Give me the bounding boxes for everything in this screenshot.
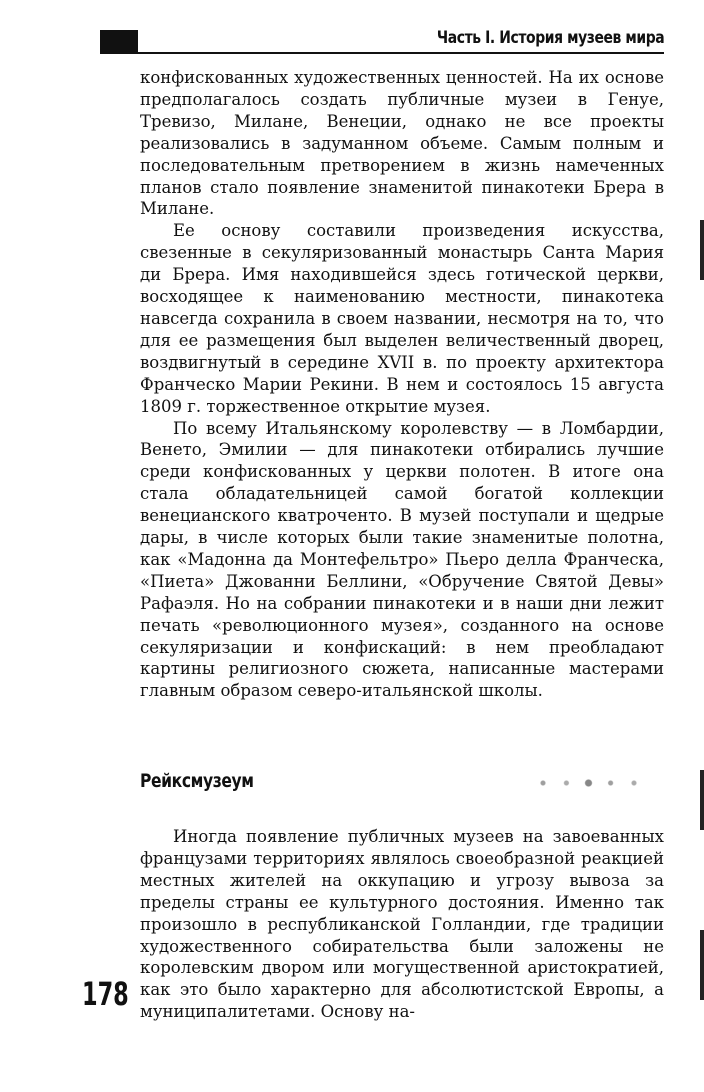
paragraph: По всему Итальянскому королевству — в Ломбардии, Венето, Эмилии — для пинакотеки отбирались лучшие среди конфискованных у церкви полотен. В итоге она стала обладательницей самой богатой коллекции венецианского кватроченто. В музей поступали и щедрые дары, в числе которых были такие знаменитые полотна, как «Мадонна да Монтефельтро» Пьеро делла Франческа, «Пиета» Джованни Беллини, «Обручение Святой Девы» Рафаэля. Но на собрании пинакотеки и в наши дни лежит печать «революционного музея», созданного на основе секуляризации и конфискаций: в нем преобладают картины религиозного сюжета, написанные мастерами главным образом северо-итальянской школы. — [140, 418, 664, 701]
scan-smudge — [530, 778, 660, 788]
page-number: 178 — [82, 975, 129, 1013]
section-heading: Рейксмузеум — [140, 770, 254, 792]
scan-edge-mark — [700, 930, 704, 1000]
running-title: Часть I. История музеев мира — [436, 28, 664, 48]
scan-edge-mark — [700, 220, 704, 280]
main-text-block — [140, 67, 664, 702]
paragraph: Ее основу составили произведения искусства, свезенные в секуляризованный монастырь Санта Мария ди Брера. Имя находившейся здесь готической церкви, восходящее к наименованию местности, пинакотека навсегда сохранила в своем названии, несмотря на то, что для ее размещения был выделен величественный дворец, воздвигнутый в середине XVII в. по проекту архитектора Франческо Марии Рекини. В нем и состоялось 15 августа 1809 г. торжественное открытие музея. — [140, 221, 664, 416]
header-marker-bar — [100, 30, 138, 52]
header-rule — [100, 52, 664, 54]
paragraph: Иногда появление публичных музеев на завоеванных французами территориях являлось своеобразной реакцией местных жителей на оккупацию и угрозу вывоза за пределы страны ее культурного достояния. Именно так произошло в республиканской Голландии, где традиции художественного собирательства были заложены не королевским двором или могущественной аристократией, как это было характерно для абсолютистской Европы, а муниципалитетами. Основу на- — [140, 827, 664, 1022]
paragraph: конфискованных художественных ценностей. На их основе предполагалось создать публичные музеи в Генуе, Тревизо, Милане, Венеции, однако не все проекты реализовались в задуманном объеме. Самым полным и последовательным претворением в жизнь намеченных планов стало появление знаменитой пинакотеки Брера в Милане. — [140, 68, 664, 219]
scan-edge-mark — [700, 770, 704, 830]
section-text-block — [140, 826, 664, 1023]
